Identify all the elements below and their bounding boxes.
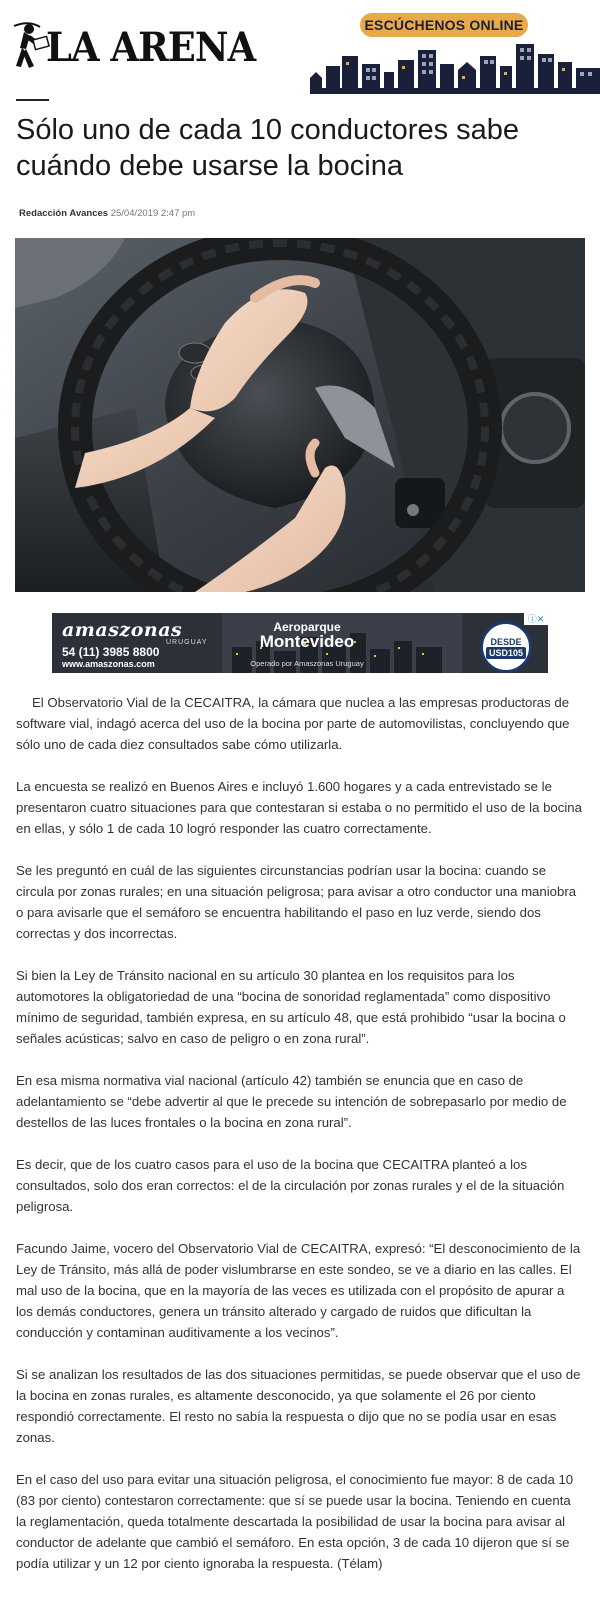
article-author[interactable]: Redacción Avances <box>19 208 109 219</box>
ad-price-label: DESDE <box>490 637 522 647</box>
article-paragraph: En el caso del uso para evitar una situación peligrosa, el conocimiento fue mayor: 8 de cada 10 (83 por ciento) contestaron correctamente: que sí se puede usar la bocina. Teniendo en cuenta la reglamentación, queda totalmente descartada la posibilidad de usar la bocina para avisar al conductor de adelante que cambió el semáforo. En esta opción, 3 de cada 10 dijeron que sí se podía utilizar y un 12 por ciento ignoraba la respuesta. (Télam) <box>16 1472 574 1571</box>
ad-brand: amaszonas <box>62 619 183 641</box>
listen-online-button[interactable]: ESCÚCHENOS ONLINE <box>360 13 528 37</box>
article-title: Sólo uno de cada 10 conductores sabe cuándo debe usarse la bocina <box>16 114 520 182</box>
ad-price-badge <box>480 621 532 673</box>
logo-text: LA ARENA <box>46 24 256 71</box>
city-skyline-icon <box>310 36 600 94</box>
radio-banner[interactable] <box>310 10 600 86</box>
ad-choices-icon[interactable]: ⓘ✕ <box>524 613 548 625</box>
article-paragraph: El Observatorio Vial de la CECAITRA, la cámara que nuclea a las empresas productoras de software vial, indagó acerca del uso de la bocina por parte de automovilistas, concluyendo que sólo uno de cada diez consultados sabe cómo utilizarla. <box>16 695 570 752</box>
article-date: 25/04/2019 2:47 pm <box>110 208 196 219</box>
article-paragraph: Es decir, que de los cuatro casos para el uso de la bocina que CECAITRA planteó a los consultados, solo dos eran correctos: el de la circulación por zonas rurales y el de la situación peligrosa. <box>16 1157 565 1214</box>
article-byline <box>19 208 195 219</box>
ad-brand-sub: URUGUAY <box>166 639 208 646</box>
article-hero-image <box>15 238 585 592</box>
ad-destination-origin: Aeroparque <box>273 620 341 634</box>
article-paragraph: Si se analizan los resultados de las dos situaciones permitidas, se puede observar que el uso de la bocina en zonas rurales, es altamente desconocido, ya que solamente el 26 por ciento respondió correctamente. El resto no sabía la respuesta o dijo que no se podía usar en esas zonas. <box>16 1367 581 1445</box>
site-logo[interactable] <box>12 22 256 76</box>
article-paragraph: En esa misma normativa vial nacional (artículo 42) también se enuncia que en caso de adelantamiento se “debe advertir al que le precede su intención de sobrepasarlo por medio de destellos de las luces frontales o la bocina en zona rural”. <box>16 1073 567 1130</box>
ad-phone: 54 (11) 3985 8800 <box>62 645 160 659</box>
article-paragraph: La encuesta se realizó en Buenos Aires e incluyó 1.600 hogares y a cada entrevistado se le presentaron cuatro situaciones para que contestaran si estaba o no permitido el uso de la bocina en ellas, y sólo 1 de cada 10 logró responder las cuatro correctamente. <box>16 779 582 836</box>
ad-website: www.amaszonas.com <box>62 659 155 669</box>
article-paragraph: Si bien la Ley de Tránsito nacional en su artículo 30 plantea en los requisitos para los automotores la obligatoriedad de una “bocina de sonoridad reglamentada” como dispositivo mínimo de seguridad, también expresa, en su artículo 48, que está prohibido “usar la bocina o señales acústicas; salvo en caso de peligro o en zona rural”. <box>16 968 566 1046</box>
article-body <box>16 692 584 1595</box>
steering-wheel-hands-image <box>15 238 585 592</box>
title-divider <box>16 99 49 101</box>
advertisement-banner[interactable] <box>52 613 548 673</box>
article-paragraph: Facundo Jaime, vocero del Observatorio Vial de CECAITRA, expresó: “El desconocimiento de la Ley de Tránsito, más allá de poder vislumbrarse en este sondeo, se ve a diario en las calles. El mal uso de la bocina, que en la mayoría de las veces es utilizada con el propósito de apurar a los demás conductores, genera un tránsito alterado y cargado de ruidos que dificultan la conducción y contaminan auditivamente a los vecinos”. <box>16 1241 581 1340</box>
article-paragraph: Se les preguntó en cuál de las siguientes circunstancias podrían usar la bocina: cuando se circula por zonas rurales; en una situación peligrosa; para avisar a otro conductor una maniobra o para avisarle que el semáforo se encuentra habilitando el paso en luz verde, siendo dos correctas y dos incorrectas. <box>16 863 577 941</box>
ad-operated-by: Operado por Amaszonas Uruguay <box>250 659 364 668</box>
ad-destination-target: Montevideo <box>259 632 355 651</box>
site-header <box>0 0 600 92</box>
ad-price-value: USD105 <box>486 647 526 659</box>
